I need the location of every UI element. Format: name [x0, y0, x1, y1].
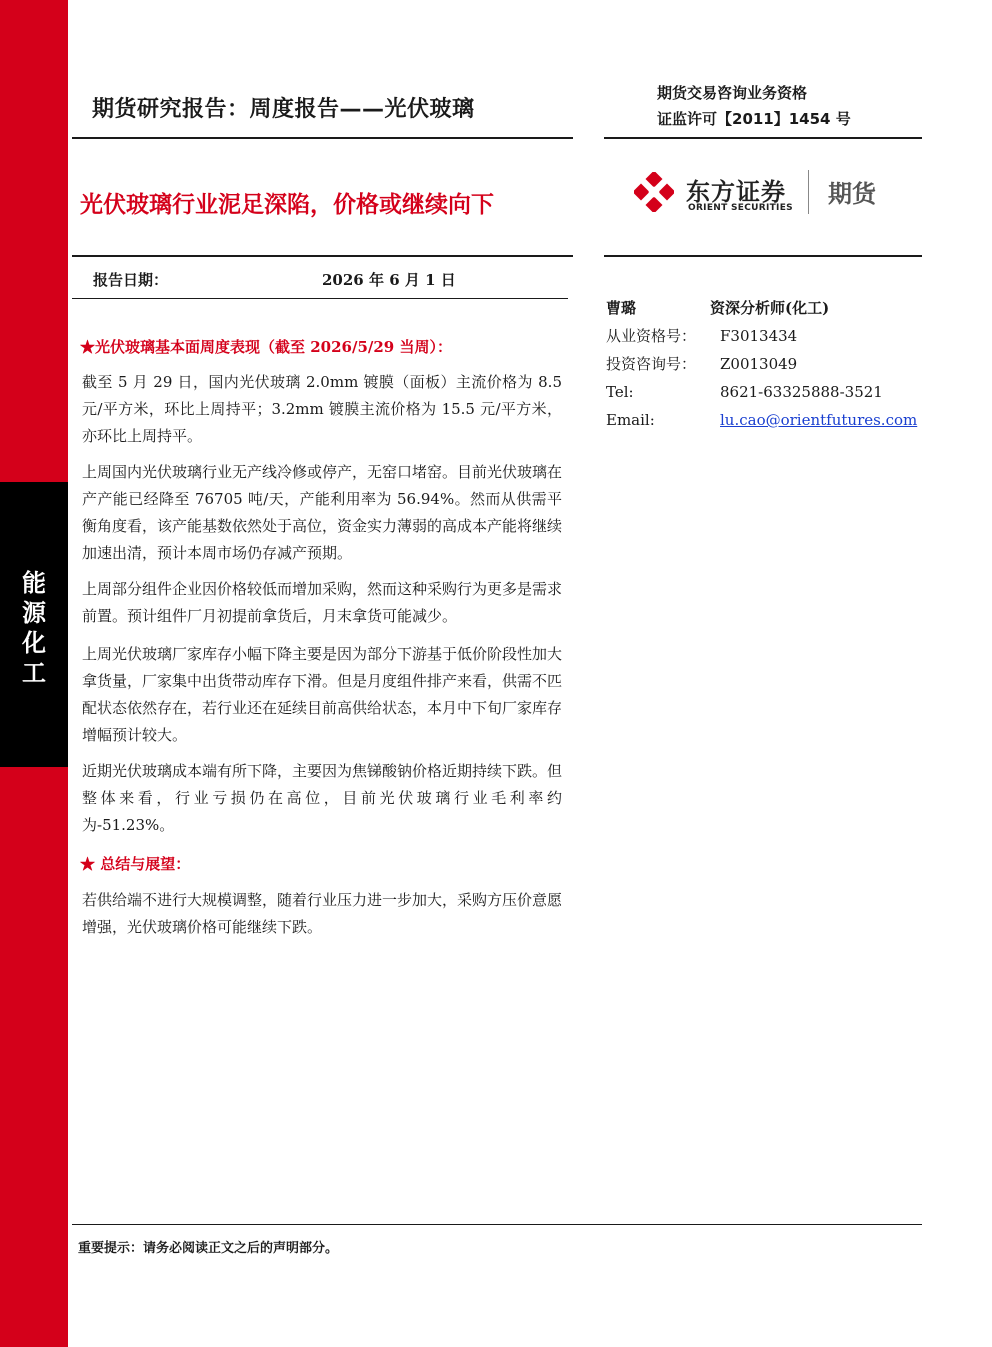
logo-division: 期货 — [828, 180, 876, 208]
analyst-row-value: Z0013049 — [720, 355, 798, 373]
analyst-info — [606, 294, 918, 434]
important-notice: 重要提示：请务必阅读正文之后的声明部分。 — [78, 1241, 339, 1256]
analyst-name-row — [606, 294, 906, 322]
analyst-email-link[interactable]: lu.cao@orientfutures.com — [720, 411, 918, 429]
summary-heading: ★ 总结与展望： — [80, 855, 191, 873]
logo-divider — [808, 170, 809, 214]
logo-name-cn: 东方证券 — [686, 178, 786, 206]
sidebar-char: 源 — [22, 599, 46, 627]
analyst-row-label: 从业资格号： — [606, 327, 697, 345]
license-line: 证监许可【2011】1454 号 — [657, 110, 851, 128]
footer-rule — [72, 1224, 922, 1225]
report-type-title: 期货研究报告：周度报告——光伏玻璃 — [92, 97, 475, 122]
company-logo — [632, 170, 902, 220]
body-paragraph: 上周光伏玻璃厂家库存小幅下降主要是因为部分下游基于低价阶段性加大拿货量，厂家集中出货带动库存下滑。但是月度组件排产来看，供需不匹配状态依然存在，若行业还在延续目前高供给状态，本月中下旬厂家库存增幅预计较大。 — [82, 645, 563, 744]
analyst-title: 资深分析师(化工) — [710, 299, 830, 317]
headline-rule-left — [72, 255, 573, 257]
header-rule-right — [604, 137, 922, 139]
report-date-value: 2026 年 6 月 1 日 — [322, 271, 456, 289]
summary-paragraph: 若供给端不进行大规模调整，随着行业压力进一步加大，采购方压价意愿增强，光伏玻璃价格可能继续下跌。 — [82, 891, 563, 936]
qualification-block — [657, 80, 851, 132]
sidebar-char: 能 — [22, 569, 46, 597]
header-rule-left — [72, 137, 573, 139]
date-rule — [72, 298, 568, 299]
sidebar-char: 化 — [22, 629, 46, 657]
analyst-row-label: 投资咨询号： — [606, 355, 697, 373]
analyst-row-label: Email: — [606, 411, 655, 429]
body-paragraph: 近期光伏玻璃成本端有所下降，主要因为焦锑酸钠价格近期持续下跌。但整体来看，行业亏损仍在高位，目前光伏玻璃行业毛利率约为-51.23%。 — [82, 762, 563, 834]
analyst-row — [606, 322, 906, 350]
analyst-row-value: F3013434 — [720, 327, 798, 345]
report-headline: 光伏玻璃行业泥足深陷，价格或继续向下 — [80, 192, 494, 218]
qualification-line: 期货交易咨询业务资格 — [657, 84, 808, 102]
sidebar-char: 工 — [22, 659, 46, 687]
analyst-name: 曹璐 — [606, 299, 637, 317]
headline-rule-right — [604, 255, 922, 257]
report-date-label: 报告日期： — [93, 271, 169, 289]
analyst-row — [606, 406, 918, 434]
fundamentals-heading: ★光伏玻璃基本面周度表现（截至 2026/5/29 当周）： — [80, 338, 452, 356]
orient-logo-icon — [634, 172, 674, 212]
body-paragraph: 截至 5 月 29 日，国内光伏玻璃 2.0mm 镀膜（面板）主流价格为 8.5 元/平方米，环比上周持平；3.2mm 镀膜主流价格为 15.5 元/平方米，亦环比上周持平。 — [82, 373, 562, 445]
analyst-row-label: Tel: — [606, 383, 634, 401]
sidebar-category-label — [0, 568, 68, 688]
analyst-row — [606, 350, 906, 378]
logo-name-en: ORIENT SECURITIES — [688, 203, 793, 213]
analyst-row — [606, 378, 906, 406]
body-paragraph: 上周部分组件企业因价格较低而增加采购，然而这种采购行为更多是需求前置。预计组件厂月初提前拿货后，月末拿货可能减少。 — [82, 580, 563, 625]
body-paragraph: 上周国内光伏玻璃行业无产线冷修或停产，无窑口堵窑。目前光伏玻璃在产产能已经降至 76705 吨/天，产能利用率为 56.94%。然而从供需平衡角度看，该产能基数依然处于高位，资金实力薄弱的高成本产能将继续加速出清，预计本周市场仍存减产预期。 — [82, 463, 563, 562]
analyst-tel: 8621-63325888-3521 — [720, 383, 883, 401]
